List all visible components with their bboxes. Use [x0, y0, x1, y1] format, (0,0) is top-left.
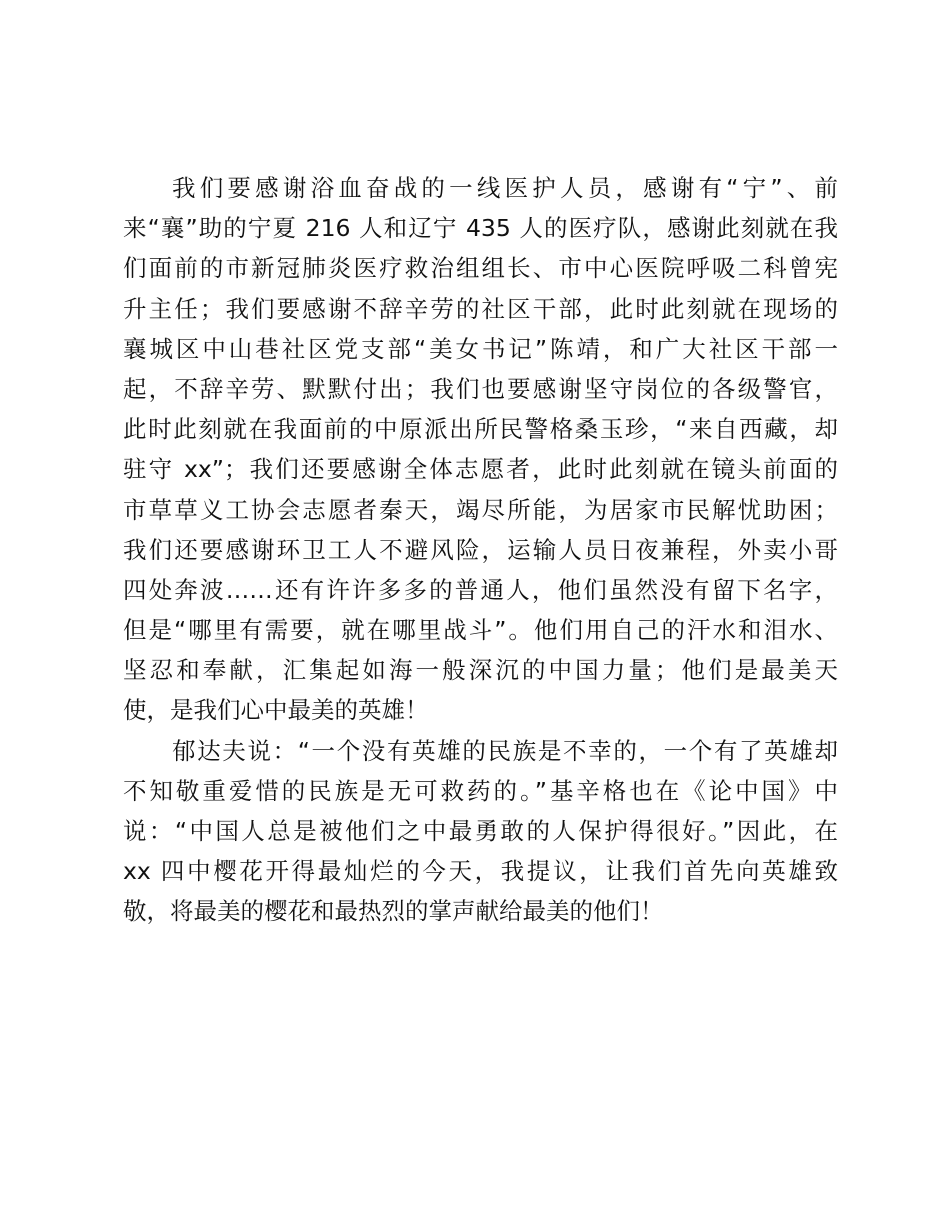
- paragraph-line: 我们还要感谢环卫工人不避风险，运输人员日夜兼程，外卖小哥: [123, 535, 838, 564]
- paragraph-line: 起，不辞辛劳、默默付出；我们也要感谢坚守岗位的各级警官，: [123, 374, 838, 403]
- paragraph-line: 升主任；我们要感谢不辞辛劳的社区干部，此时此刻就在现场的: [123, 294, 838, 323]
- paragraph-line: 不知敬重爱惜的民族是无可救药的。”基辛格也在《论中国》中: [123, 776, 838, 805]
- document-body: [123, 168, 838, 932]
- paragraph-line: 说：“中国人总是被他们之中最勇敢的人保护得很好。”因此，在: [123, 817, 838, 845]
- paragraph-line: 坚忍和奉献，汇集起如海一般深沉的中国力量；他们是最美天: [123, 656, 838, 685]
- paragraph-line: 市草草义工协会志愿者秦天，竭尽所能，为居家市民解忧助困；: [123, 495, 838, 524]
- paragraph-line: 襄城区中山巷社区党支部“美女书记”陈靖，和广大社区干部一: [123, 334, 838, 363]
- paragraph-line: 驻守 xx”；我们还要感谢全体志愿者，此时此刻就在镜头前面的: [123, 455, 838, 484]
- paragraph-line: 四处奔波……还有许许多多的普通人，他们虽然没有留下名字，: [123, 575, 838, 604]
- paragraph-line: 我们要感谢浴血奋战的一线医护人员，感谢有“宁”、前: [172, 174, 838, 202]
- paragraph-line: 敬，将最美的樱花和最热烈的掌声献给最美的他们！: [123, 897, 664, 926]
- paragraph-line: 使，是我们心中最美的英雄！: [123, 696, 429, 725]
- paragraph-gratitude: [123, 168, 838, 731]
- paragraph-line: 们面前的市新冠肺炎医疗救治组组长、市中心医院呼吸二科曾宪: [123, 254, 838, 283]
- paragraph-heroes: [123, 731, 838, 932]
- paragraph-line: 郁达夫说：“一个没有英雄的民族是不幸的，一个有了英雄却: [172, 736, 838, 765]
- paragraph-line: xx 四中樱花开得最灿烂的今天，我提议，让我们首先向英雄致: [123, 857, 838, 886]
- paragraph-line: 但是“哪里有需要，就在哪里战斗”。他们用自己的汗水和泪水、: [123, 616, 838, 645]
- paragraph-line: 来“襄”助的宁夏 216 人和辽宁 435 人的医疗队，感谢此刻就在我: [123, 214, 838, 243]
- paragraph-line: 此时此刻就在我面前的中原派出所民警格桑玉珍，“来自西藏，却: [123, 415, 838, 444]
